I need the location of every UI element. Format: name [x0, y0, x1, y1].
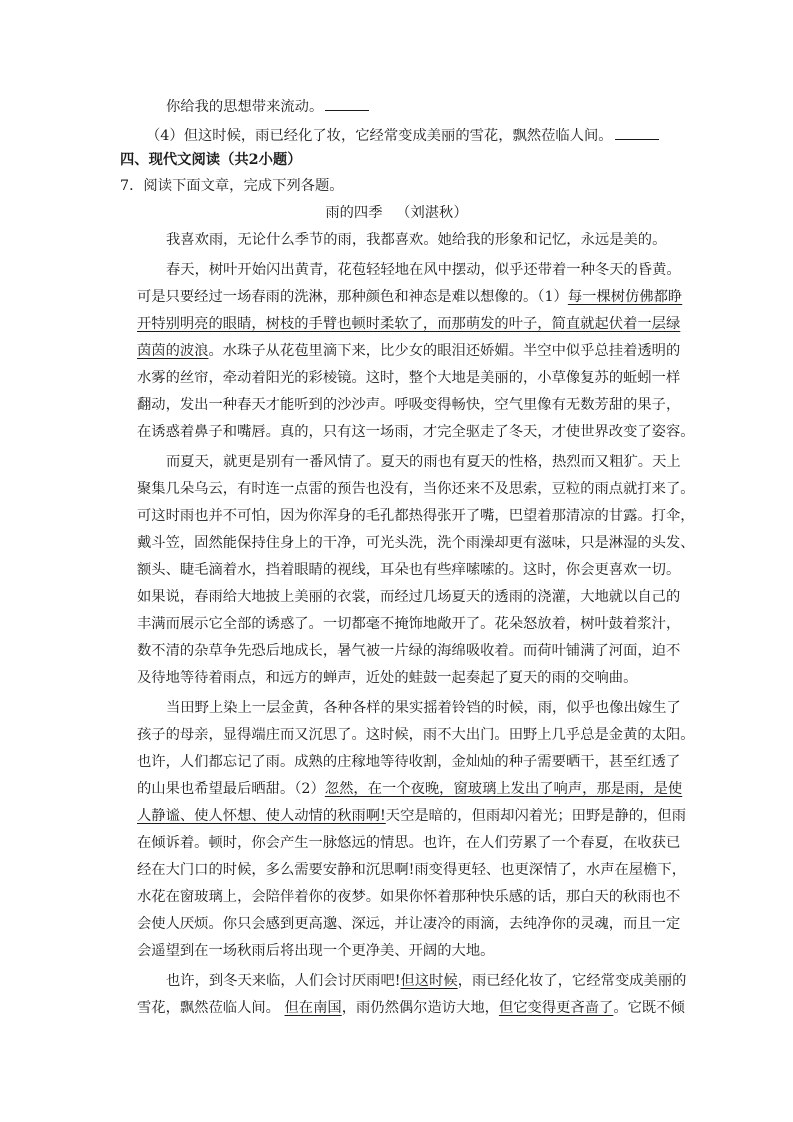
answer-blank[interactable] [325, 96, 369, 111]
paragraph-4-line: 的山果也希望最后晒甜。（2）忽然，在一个夜晚，窗玻璃上发出了响声，那是雨，是使 [137, 781, 683, 797]
paragraph-4-line: 当田野上染上一层金黄，各种各样的果实摇着铃铛的时候，雨，似乎也像出嫁生了 [166, 700, 681, 716]
question-7-prompt: 7．阅读下面文章，完成下列各题。 [120, 178, 344, 194]
paragraph-3-line: 而夏天，就更是别有一番风情了。夏天的雨也有夏天的性格，热烈而又粗犷。天上 [166, 454, 681, 470]
article-title: 雨的四季 （刘湛秋） [325, 205, 468, 221]
paragraph-4-line: 会使人厌烦。你只会感到更高邈、深远，并让凄冷的雨滴，去纯净你的灵魂，而且一定 [137, 916, 681, 932]
section-title: 四、现代文阅读（共2小题） [120, 152, 302, 168]
paragraph-2-line: 春天，树叶开始闪出黄青，花苞轻轻地在风中摆动，似乎还带着一种冬天的昏黄。 [166, 262, 681, 278]
paragraph-2-line: 水雾的丝帘，牵动着阳光的彩棱镜。这时，整个大地是美丽的，小草像复苏的蚯蚓一样 [137, 370, 681, 386]
paragraph-3-line: 数不清的杂草争先恐后地成长，暑气被一片绿的海绵吸收着。而荷叶铺满了河面，迫不 [137, 643, 681, 659]
paragraph-2-line: 茵茵的波浪。水珠子从花苞里滴下来，比少女的眼泪还娇媚。半空中似乎总挂着透明的 [137, 343, 681, 359]
answer-blank[interactable] [615, 125, 659, 140]
paragraph-4-line: 会遥望到在一场秋雨后将出现一个更净美、开阔的大地。 [137, 943, 495, 959]
question-3-tail: 你给我的思想带来流动。 [166, 96, 369, 117]
paragraph-2-line [137, 314, 680, 334]
paragraph-3-line: 戴斗笠，固然能保持住身上的干净，可光头洗，洗个雨澡却更有滋味，只是淋湿的头发、 [137, 535, 695, 551]
paragraph-4-line: 孩子的母亲，显得端庄而又沉思了。这时候，雨不大出门。田野上几乎总是金黄的太阳。 [137, 727, 695, 743]
underlined-sentence-2: 人静谧、使人怀想、使人动情的秋雨啊! [137, 808, 386, 824]
question-4: （4）但这时候，雨已经化了妆，它经常变成美丽的雪花，飘然莅临人间。 [146, 125, 659, 146]
underlined-phrase: 但在南国 [284, 1000, 342, 1016]
paragraph-5-line: 雪花，飘然莅临人间。 但在南国，雨仍然偶尔造访大地，但它变得更吝啬了。它既不倾 [137, 1000, 685, 1016]
paragraph-4-line: 在倾诉着。顿时，你会产生一脉悠远的情思。也许，在人们劳累了一个春夏，在收获已 [137, 835, 681, 851]
paragraph-4-line: 经在大门口的时候，多么需要安静和沉思啊!雨变得更轻、也更深情了，水声在屋檐下， [137, 862, 687, 878]
underlined-sentence-1: 开特别明亮的眼睛，树枝的手臂也顿时柔软了，而那萌发的叶子，简直就起伏着一层绿 [137, 316, 681, 332]
paragraph-3-line: 可这时雨也并不可怕，因为你浑身的毛孔都热得张开了嘴，巴望着那清凉的甘露。打伞， [137, 508, 695, 524]
paragraph-3-line: 如果说，春雨给大地披上美丽的衣裳，而经过几场夏天的透雨的浇灌，大地就以自己的 [137, 589, 681, 605]
underlined-sentence-2: 忽然，在一个夜晚，窗玻璃上发出了响声，那是雨，是使 [324, 781, 683, 797]
paragraph-3-line: 丰满而展示它全部的诱惑了。一切都毫不掩饰地敞开了。花朵怒放着，树叶鼓着浆汁， [137, 616, 681, 632]
paragraph-3-line: 聚集几朵乌云，有时连一点雷的预告也没有，当你还来不及思索，豆粒的雨点就打来了。 [137, 481, 695, 497]
paragraph-5-line: 也许，到冬天来临，人们会讨厌雨吧!但这时候，雨已经化妆了，它经常变成美丽的 [166, 973, 687, 989]
article-paragraph-1: 我喜欢雨，无论什么季节的雨，我都喜欢。她给我的形象和记忆，永远是美的。 [166, 232, 667, 248]
paragraph-2-line: 可是只要经过一场春雨的洗淋，那种颜色和神态是难以想像的。（1）每一棵树仿佛都睁 [137, 289, 683, 305]
paragraph-3-line: 额头、睫毛滴着水，挡着眼睛的视线，耳朵也有些痒嗦嗦的。这时，你会更喜欢一切。 [137, 562, 681, 578]
paragraph-4-line: 水花在窗玻璃上，会陪伴着你的夜梦。如果你怀着那种快乐感的话，那白天的秋雨也不 [137, 889, 681, 905]
underlined-sentence-1: 茵茵的波浪 [137, 343, 209, 359]
underlined-sentence-1: 每一棵树仿佛都睁 [567, 289, 683, 305]
article-author: （刘湛秋） [396, 205, 468, 221]
underlined-phrase: 但它变得更吝啬了 [498, 1000, 614, 1016]
paragraph-4-line: 也许，人们都忘记了雨。成熟的庄稼地等待收割，金灿灿的种子需要晒干，甚至红透了 [137, 754, 681, 770]
paragraph-2-line: 翻动，发出一种春天才能听到的沙沙声。呼吸变得畅快，空气里像有无数芳甜的果子， [137, 397, 681, 413]
paragraph-4-line: 人静谧、使人怀想、使人动情的秋雨啊!天空是暗的，但雨却闪着光；田野是静的，但雨 [137, 808, 687, 824]
paragraph-3-line: 及待地等待着雨点，和远方的蝉声，近处的蛙鼓一起奏起了夏天的雨的交响曲。 [137, 670, 638, 686]
paragraph-2-line: 在诱惑着鼻子和嘴唇。真的，只有这一场雨，才完全驱走了冬天，才使世界改变了姿容。 [137, 424, 695, 440]
underlined-phrase: 但这时候 [400, 973, 458, 989]
